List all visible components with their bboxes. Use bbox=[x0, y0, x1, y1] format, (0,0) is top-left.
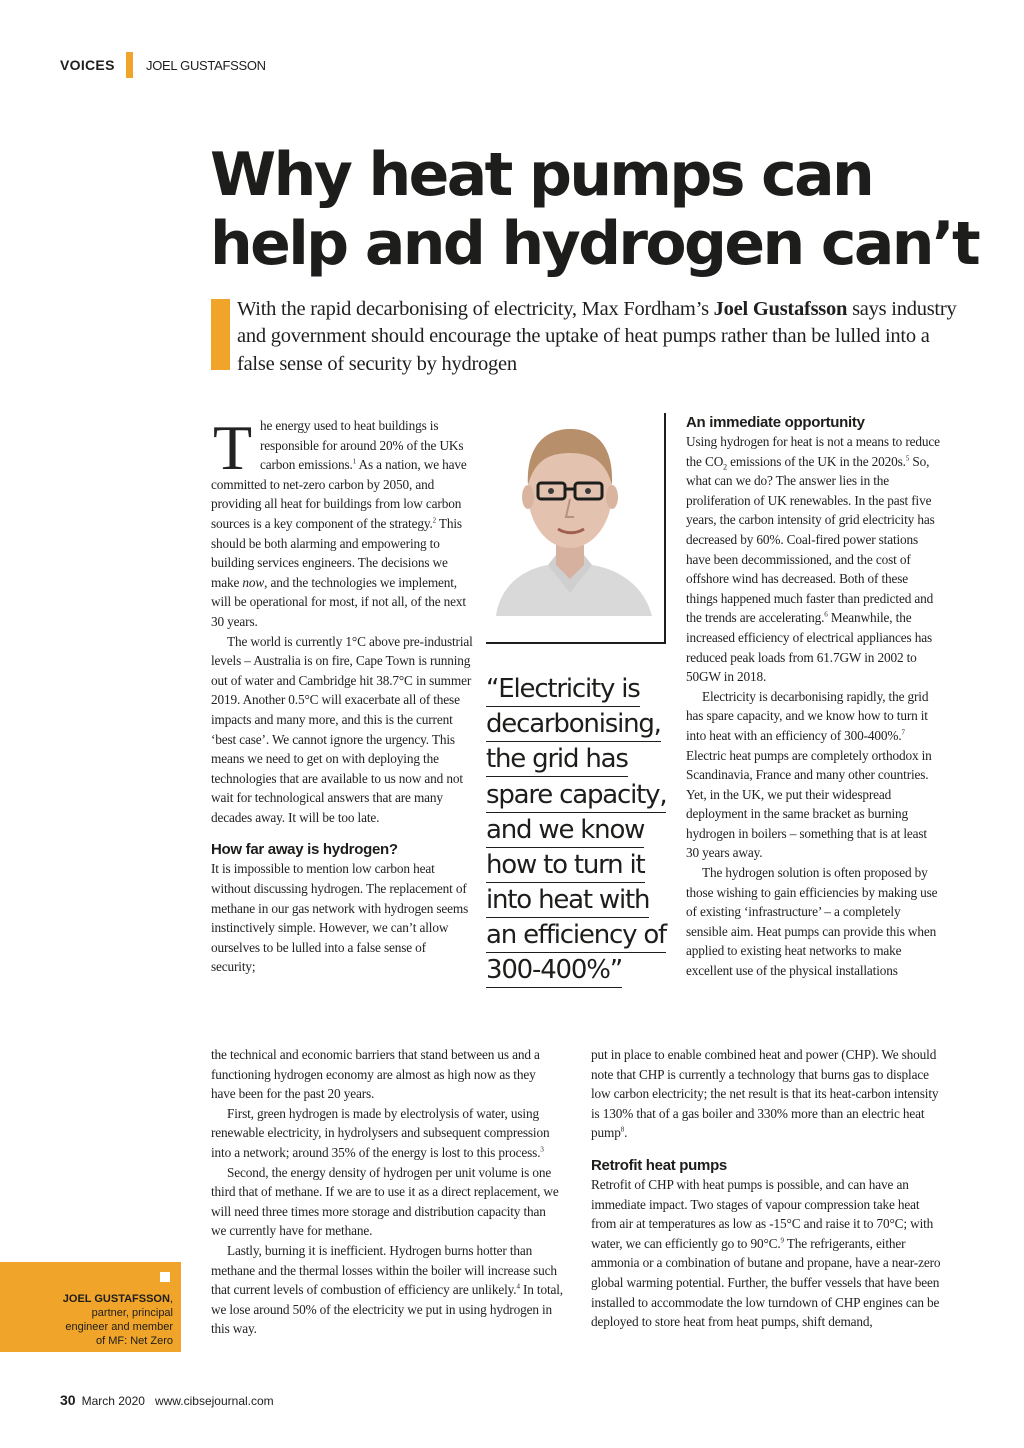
author-box-comma: , bbox=[169, 1293, 173, 1305]
standfirst-text-end: says industry and government should encourage the uptake of heat pumps rather than be lulled into a false sense of security by hydrogen bbox=[237, 298, 957, 375]
chp-end: . bbox=[624, 1125, 628, 1141]
column-1-wide bbox=[211, 1045, 563, 1339]
paragraph-first bbox=[211, 1104, 563, 1163]
emphasis-now: now bbox=[242, 574, 265, 590]
headline-line-1: Why heat pumps can bbox=[210, 140, 873, 210]
paragraph-electricity bbox=[686, 687, 940, 863]
electricity-text-a: Electricity is decarbonising rapidly, the grid has spare capacity, and we know how to turn it into heat with an efficiency of 300-400%. bbox=[686, 688, 929, 743]
intro-text-d: , and the technologies we implement, will be operational for most, if not all, of the next 30 years. bbox=[211, 574, 466, 629]
page-footer bbox=[60, 1392, 284, 1408]
column-2-wide bbox=[591, 1045, 943, 1332]
footnote-ref: 3 bbox=[540, 1145, 544, 1154]
section-divider-bar bbox=[126, 52, 133, 78]
pullquote-line: 300-400%” bbox=[486, 955, 622, 988]
lastly-text-a: Lastly, burning it is inefficient. Hydrogen burns hotter than methane and the thermal losses within the boiler will increase such that current levels of combustion of efficiency are unlikely. bbox=[211, 1242, 557, 1298]
article-headline bbox=[210, 141, 1010, 279]
headline-line-2: help and hydrogen can’t bbox=[210, 209, 979, 279]
pullquote-line: decarbonising, bbox=[486, 709, 661, 742]
retrofit-text-a: Retrofit of CHP with heat pumps is possible, and can have an immediate impact. Two stages of vapour compression take heat from air at temperatures as low as -15°C and raise it to 70°C; with water, we can efficiently go to 90°C. bbox=[591, 1176, 934, 1251]
pullquote-line: and we know bbox=[486, 815, 644, 848]
footnote-ref: 4 bbox=[516, 1282, 520, 1291]
footnote-ref: 5 bbox=[905, 454, 910, 463]
opportunity-text-d: Meanwhile, the increased efficiency of electrical appliances has reduced peak loads from 61.7GW in 2002 to 50GW in 2018. bbox=[686, 610, 933, 685]
subscript-2: 2 bbox=[723, 462, 727, 472]
standfirst-author-name: Joel Gustafsson bbox=[713, 298, 848, 320]
pullquote-line: spare capacity, bbox=[486, 780, 666, 813]
author-box-role: partner, principal bbox=[91, 1307, 173, 1319]
section-label: VOICES bbox=[60, 57, 115, 73]
footnote-ref: 1 bbox=[352, 457, 357, 466]
paragraph-hydrogen-solution: The hydrogen solution is often proposed by those wishing to gain efficiencies by making use of existing ‘infrastructure’ – a completely sensible aim. Heat pumps can provide this when applied to existing heat networks to make excellent use of the physical installations bbox=[686, 865, 938, 979]
intro-text-c: This should be both alarming and empowering to building services engineers. The decisions we make bbox=[211, 515, 462, 590]
pullquote-line: “Electricity is bbox=[486, 674, 640, 707]
pullquote-line: the grid has bbox=[486, 744, 628, 777]
paragraph-second: Second, the energy density of hydrogen per unit volume is one third that of methane. If we are to use it as a direct replacement, we will need three times more storage and distribution capacity than we currently have for methane. bbox=[211, 1164, 559, 1239]
opportunity-text-c: So, what can we do? The answer lies in the proliferation of UK renewables. In the past five years, the carbon intensity of grid electricity has decreased by 60%. Coal-fired power stations have been decommissioned, and the cost of offshore wind has decreased. Both of these things happened much faster than predicted and the trends are accelerating. bbox=[686, 453, 935, 626]
paragraph-lastly bbox=[211, 1241, 563, 1339]
footnote-ref: 8 bbox=[620, 1125, 625, 1134]
photo-frame-rule bbox=[664, 413, 666, 644]
paragraph-retrofit bbox=[591, 1175, 943, 1332]
opportunity-text-b: emissions of the UK in the 2020s. bbox=[727, 453, 906, 469]
author-box-text bbox=[0, 1292, 173, 1348]
footnote-ref: 6 bbox=[824, 610, 828, 619]
paragraph-chp bbox=[591, 1045, 943, 1143]
header-author: JOEL GUSTAFSSON bbox=[146, 58, 266, 73]
pullquote-line: into heat with bbox=[486, 885, 649, 918]
page-number: 30 bbox=[60, 1392, 76, 1408]
lastly-text-b: In total, we lose around 50% of the electricity we put in using hydrogen in this way. bbox=[211, 1282, 563, 1337]
author-box-role: of MF: Net Zero bbox=[95, 1335, 173, 1347]
author-box-name: JOEL GUSTAFSSON bbox=[62, 1293, 170, 1305]
paragraph-intro bbox=[211, 412, 473, 632]
pullquote-line: how to turn it bbox=[486, 850, 645, 883]
paragraph-hydrogen-intro: It is impossible to mention low carbon heat without discussing hydrogen. The replacement of methane in our gas network with hydrogen seems instinctively simple. However, we can’t allow ourselves to be lulled into a false sense of security; bbox=[211, 861, 469, 975]
retrofit-text-b: The refrigerants, either ammonia or a combination of butane and propane, have a near-zero global warming potential. Further, the buffer vessels that have been installed to accommodate the low turndown of CHP engines can be deployed to store heat from heat pumps, shift demand, bbox=[591, 1235, 941, 1330]
chp-text: put in place to enable combined heat and power (CHP). We should note that CHP is currently a technology that burns gas to displace low carbon electricity; the net result is that its heat-carbon intensity is 130% that of a gas boiler and 330% more than an electric heat pump bbox=[591, 1047, 939, 1141]
column-1 bbox=[211, 412, 473, 977]
intro-text-a: he energy used to heat buildings is responsible for around 20% of the UKs carbon emissions. bbox=[259, 418, 464, 473]
subhead-hydrogen: How far away is hydrogen? bbox=[211, 841, 398, 859]
standfirst bbox=[237, 296, 957, 378]
paragraph-opportunity bbox=[686, 432, 940, 687]
pullquote-line: an efficiency of bbox=[486, 920, 666, 953]
electricity-text-b: Electric heat pumps are completely orthodox in Scandinavia, France and many other countries. Yet, in the UK, we put their widespread deployment in the same bracket as burning hydrogen in boilers – something that is at least 30 years away. bbox=[686, 747, 932, 861]
intro-text-b: As a nation, we have committed to net-zero carbon by 2050, and providing all heat for buildings from low carbon sources is a key component of the strategy. bbox=[211, 457, 467, 531]
photo-frame-rule bbox=[486, 642, 666, 644]
footnote-ref: 7 bbox=[901, 728, 905, 737]
standfirst-text-start: With the rapid decarbonising of electricity, Max Fordham’s bbox=[237, 298, 714, 320]
subhead-retrofit: Retrofit heat pumps bbox=[591, 1156, 727, 1174]
drop-cap: T bbox=[213, 412, 252, 483]
person-portrait-icon bbox=[486, 413, 654, 616]
subhead-opportunity: An immediate opportunity bbox=[686, 414, 865, 431]
website-url: www.cibsejournal.com bbox=[154, 1394, 274, 1408]
author-box-square-icon bbox=[160, 1272, 170, 1282]
paragraph-urgency: The world is currently 1°C above pre-industrial levels – Australia is on fire, Cape Town is running out of water and Cambridge hit 38.7°C in summer 2019. Another 0.5°C will exacerbate all of these impacts and many more, and this is the current ‘best case’. We cannot ignore the urgency. This means we need to get on with deploying the technologies that are available to us now and not wait for technological answers that are many decades away. It will be too late. bbox=[211, 633, 473, 825]
paragraph-barriers: the technical and economic barriers that stand between us and a functioning hydrogen economy are almost as high now as they have been for the past 20 years. bbox=[211, 1047, 540, 1102]
column-3 bbox=[686, 414, 940, 981]
footnote-ref: 2 bbox=[432, 516, 436, 525]
footnote-ref: 9 bbox=[780, 1236, 784, 1245]
standfirst-accent-bar bbox=[211, 299, 230, 370]
opportunity-text-a: Using hydrogen for heat is not a means to reduce the CO bbox=[686, 434, 940, 469]
first-text: First, green hydrogen is made by electrolysis of water, using renewable electricity, in hydrolysers and subsequent compression into a network; around 35% of the energy is lost to this process. bbox=[211, 1105, 550, 1160]
author-box-role: engineer and member bbox=[65, 1321, 173, 1333]
issue-date: March 2020 bbox=[81, 1394, 145, 1408]
